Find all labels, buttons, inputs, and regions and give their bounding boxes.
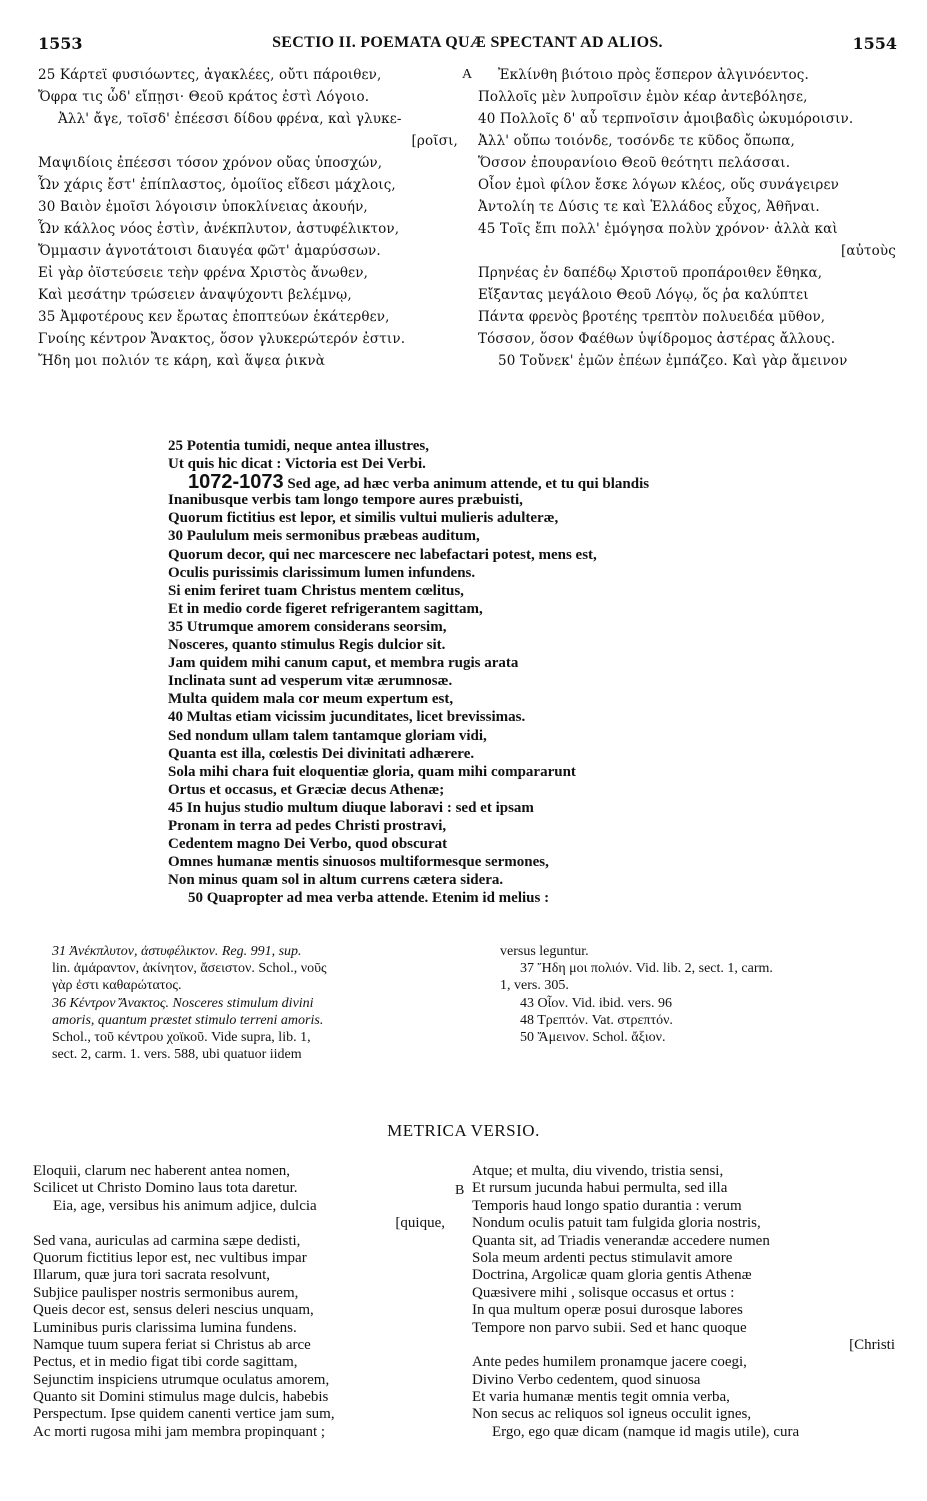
- greek-line: Ἀλλ' ἄγε, τοῖσδ' ἐπέεσσι δίδου φρένα, καὶ γλυκε-: [58, 111, 402, 127]
- margin-marker-b: B: [455, 1183, 465, 1198]
- verse-line: Eia, age, versibus his animum adjice, dulcia: [53, 1197, 317, 1214]
- footnote-line: 48 Τρεπτόν. Vat. στρεπτόν.: [520, 1012, 673, 1028]
- verse-line: In qua multum operæ posui durosque labores: [472, 1302, 743, 1319]
- greek-line: Ὅσσον ἐπουρανίοιο Θεοῦ θεότητι πελάσσαι.: [478, 155, 791, 171]
- latin-line: Ut quis hic dicat : Victoria est Dei Verbi.: [168, 456, 426, 473]
- footnote-line: lin. ἀμάραντον, ἀκίνητον, ἄσειστον. Schol., νοῦς: [52, 961, 327, 977]
- latin-line: Oculis purissimis clarissimum lumen infundens.: [168, 564, 476, 581]
- verse-line: Sejunctim inspiciens utrumque oculatus amorem,: [33, 1371, 330, 1388]
- verse-line: Tempore non parvo subii. Sed et hanc quoque: [472, 1319, 747, 1336]
- latin-line: Multa quidem mala cor meum expertum est,: [168, 691, 454, 708]
- verse-line: Scilicet ut Christo Domino laus tota daretur.: [33, 1180, 298, 1197]
- latin-line: Sed nondum ullam talem tantamque gloriam vidi,: [168, 727, 487, 744]
- section-title: METRICA VERSIO.: [387, 1121, 540, 1140]
- page-number-right: 1554: [852, 34, 897, 53]
- greek-text-left-column: [38, 64, 458, 372]
- greek-line-continuation: [αὐτοὺς: [840, 243, 896, 259]
- verse-line: Temporis haud longo spatio durantia : verum: [472, 1197, 742, 1214]
- footnote-line: versus leguntur.: [500, 944, 589, 959]
- latin-line: Si enim feriret tuam Christus mentem cœlitus,: [168, 582, 464, 599]
- footnote-line: sect. 2, carm. 1. vers. 588, ubi quatuor iidem: [52, 1047, 302, 1063]
- verse-line: Namque tuum supera feriat si Christus ab arce: [33, 1336, 311, 1353]
- verse-line: Quanta sit, ad Triadis venerandæ accedere numen: [472, 1232, 770, 1249]
- greek-line: Εἴξαντας μεγάλοιο Θεοῦ Λόγῳ, ὅς ῥα καλύπτει: [478, 287, 809, 303]
- greek-line: Πάντα φρενὸς βροτέης τρεπτὸν πολυειδέα μῦθον,: [478, 309, 826, 325]
- greek-line: Γνοίης κέντρον Ἄνακτος, ὅσον γλυκερώτερόν ἐστιν.: [38, 331, 406, 347]
- footnote-line: Schol., τοῦ κέντρου χοϊκοῦ. Vide supra, lib. 1,: [52, 1029, 311, 1045]
- latin-line-with-column-marker: [168, 473, 808, 491]
- verse-line: Illarum, quæ jura tori sacrata resolvunt,: [33, 1267, 271, 1284]
- verse-line: Non secus ac reliquos sol igneus occulit ignes,: [472, 1406, 752, 1423]
- latin-line: Jam quidem mihi canum caput, et membra rugis arata: [168, 655, 519, 672]
- greek-line: 40 Πολλοῖς δ' αὖ τερπνοῖσιν ἀμοιβαδὶς ὠκυμόροισιν.: [478, 111, 854, 127]
- latin-line-text: Sed age, ad hæc verba animum attende, et tu qui blandis: [287, 476, 650, 492]
- greek-line: Ὧν χάρις ἔστ' ἐπίπλαστος, ὁμοίϊος εἴδεσι μάχλοις,: [38, 177, 396, 193]
- latin-line: Quorum fictitius est lepor, et similis vultui mulieris adulteræ,: [168, 510, 559, 527]
- verse-line: Luminibus puris clarissima lumina fundens.: [33, 1319, 297, 1336]
- footnote-line: 31 Ἀνέκπλυτον, ἀστυφέλικτον. Reg. 991, sup.: [52, 944, 302, 959]
- verse-line-continuation: [Christi: [849, 1336, 895, 1353]
- metrica-versio-left-column: [33, 1163, 445, 1441]
- margin-marker-a: A: [462, 67, 473, 82]
- footnote-line: 1, vers. 305.: [500, 978, 569, 994]
- greek-line: Πολλοῖς μὲν λυπροῖσιν ἐμὸν κέαρ ἀντεβόλησε,: [478, 89, 808, 105]
- greek-line: 45 Τοῖς ἔπι πολλ' ἐμόγησα πολὺν χρόνον· ἀλλὰ καὶ: [478, 221, 838, 237]
- greek-line: 50 Τοὔνεκ' ἐμῶν ἐπέων ἐμπάζεο. Καὶ γὰρ ἄμεινον: [498, 353, 848, 369]
- footnotes-left: [52, 943, 457, 1063]
- verse-line: Et varia humanæ mentis tegit omnia verba,: [472, 1389, 730, 1406]
- verse-line: Ac morti rugosa mihi jam membra propinquant ;: [33, 1423, 326, 1440]
- verse-line: Divino Verbo cedentem, quod sinuosa: [472, 1371, 701, 1388]
- footnotes-right: [500, 943, 898, 1046]
- latin-line: Inclinata sunt ad vesperum vitæ ærumnosæ.: [168, 673, 453, 690]
- metrica-versio-right-column: [472, 1163, 895, 1441]
- latin-line: Inanibusque verbis tam longo tempore aures præbuisti,: [168, 492, 523, 509]
- footnote-line: 36 Κέντρον Ἄνακτος. Nosceres stimulum divini: [52, 995, 314, 1011]
- running-title: SECTIO II. POEMATA QUÆ SPECTANT AD ALIOS.: [272, 34, 663, 51]
- latin-translation: [168, 437, 808, 907]
- latin-line: Et in medio corde figeret refrigerantem sagittam,: [168, 600, 483, 617]
- greek-line: Ἀλλ' οὔπω τοιόνδε, τοσόνδε τε κῦδος ὄπωπα,: [478, 133, 795, 149]
- footnote-line: γὰρ ἐστι καθαρώτατος.: [52, 978, 182, 994]
- greek-line: 25 Κάρτεϊ φυσιόωντες, ἀγακλέες, οὔτι πάροιθεν,: [38, 67, 382, 83]
- verse-line: Pectus, et in medio figat tibi corde sagittam,: [33, 1354, 298, 1371]
- column-number-marker: 1072-1073: [188, 473, 284, 492]
- verse-line: Ergo, ego quæ dicam (namque id magis utile), cura: [492, 1423, 800, 1440]
- greek-line: Ἀντολίη τε Δύσις τε καὶ Ἑλλάδος εὖχος, Ἀθῆναι.: [478, 199, 820, 215]
- verse-line: Quæsivere mihi , solisque occasus et ortus :: [472, 1284, 735, 1301]
- greek-line: Τόσσον, ὅσον Φαέθων ὑψίδρομος ἀστέρας ἄλλους.: [478, 331, 836, 347]
- greek-line: Μαψιδίοις ἐπέεσσι τόσον χρόνον οὔας ὑποσχών,: [38, 155, 383, 171]
- latin-line: Sola mihi chara fuit eloquentiæ gloria, quam mihi compararunt: [168, 763, 576, 780]
- greek-text-right-column: [478, 64, 896, 372]
- latin-line: Omnes humanæ mentis sinuosos multiformesque sermones,: [168, 854, 549, 871]
- latin-line: Quanta est illa, cœlestis Dei divinitati adhærere.: [168, 745, 475, 762]
- verse-line: Sed vana, auriculas ad carmina sæpe dedisti,: [33, 1232, 301, 1249]
- footnote-line: 50 Ἄμεινον. Schol. ἄξιον.: [520, 1029, 666, 1045]
- greek-line: 35 Ἀμφοτέρους κεν ἔρωτας ἐποπτεύων ἑκάτερθεν,: [38, 309, 390, 325]
- greek-line: 30 Βαιὸν ἐμοῖσι λόγοισιν ὑποκλίνειας ἀκουήν,: [38, 199, 368, 215]
- latin-line: Nosceres, quanto stimulus Regis dulcior sit.: [168, 637, 446, 654]
- verse-line: Sola meum ardenti pectus stimulavit amore: [472, 1249, 733, 1266]
- verse-line: Ante pedes humilem pronamque jacere coegi,: [472, 1354, 747, 1371]
- verse-line: Et rursum jucunda habui permulta, sed illa: [472, 1180, 728, 1197]
- greek-line: Ἤδη μοι πολιόν τε κάρη, καὶ ἅψεα ῥικνὰ: [38, 353, 325, 369]
- verse-line: Nondum oculis patuit tam fulgida gloria nostris,: [472, 1215, 761, 1232]
- greek-line: Ὄμμασιν ἁγνοτάτοισι διαυγέα φῶτ' ἀμαρύσσων.: [38, 243, 381, 259]
- verse-line: Perspectum. Ipse quidem canenti vertice jam sum,: [33, 1406, 335, 1423]
- latin-line: 25 Potentia tumidi, neque antea illustres,: [168, 438, 429, 454]
- latin-line: 40 Multas etiam vicissim jucunditates, licet brevissimas.: [168, 709, 526, 726]
- running-header: [38, 34, 897, 58]
- greek-line: Εἰ γὰρ ὀϊστεύσειε τεὴν φρένα Χριστὸς ἄνωθεν,: [38, 265, 369, 281]
- verse-line-continuation: [quique,: [395, 1215, 445, 1232]
- verse-line: Eloquii, clarum nec haberent antea nomen,: [33, 1163, 290, 1179]
- verse-line: Doctrina, Argolicæ quam gloria gentis Athenæ: [472, 1267, 752, 1284]
- greek-line: Οἶον ἐμοὶ φίλον ἔσκε λόγων κλέος, οὕς συνάγειρεν: [478, 177, 839, 193]
- latin-line: 50 Quapropter ad mea verba attende. Etenim id melius :: [188, 890, 550, 907]
- latin-line: 30 Paululum meis sermonibus præbeas auditum,: [168, 528, 480, 545]
- greek-line: Ὧν κάλλος νόος ἐστὶν, ἀνέκπλυτον, ἀστυφέλικτον,: [38, 221, 400, 237]
- greek-line-continuation: [ροῖσι,: [411, 133, 458, 149]
- latin-line: Pronam in terra ad pedes Christi prostravi,: [168, 817, 447, 834]
- verse-line: Subjice paulisper nostris sermonibus aurem,: [33, 1284, 299, 1301]
- page-number-left: 1553: [38, 34, 83, 53]
- latin-line: Cedentem magno Dei Verbo, quod obscurat: [168, 836, 448, 853]
- greek-line: Πρηνέας ἐν δαπέδῳ Χριστοῦ προπάροιθεν ἔθηκα,: [478, 265, 823, 281]
- verse-line: Queis decor est, sensus deleri nescius unquam,: [33, 1302, 314, 1319]
- greek-line: Ὄφρα τις ὧδ' εἴπῃσι· Θεοῦ κράτος ἐστὶ Λόγοιο.: [38, 89, 370, 105]
- greek-line: Καὶ μεσάτην τρώσειεν ἀναψύχοντι βελέμνῳ,: [38, 287, 352, 303]
- footnote-line: amoris, quantum præstet stimulo terreni amoris.: [52, 1012, 324, 1028]
- verse-line: Quanto sit Domini stimulus mage dulcis, habebis: [33, 1389, 329, 1406]
- latin-line: Ortus et occasus, et Græciæ decus Athenæ;: [168, 781, 445, 798]
- verse-line: Quorum fictitius lepor est, nec vultibus impar: [33, 1249, 307, 1266]
- verse-line: Atque; et multa, diu vivendo, tristia sensi,: [472, 1163, 724, 1179]
- latin-line: 45 In hujus studio multum diuque laboravi : sed et ipsam: [168, 799, 534, 816]
- latin-line: Quorum decor, qui nec marcescere nec labefactari potest, mens est,: [168, 546, 597, 563]
- greek-line: Ἐκλίνθη βιότοιο πρὸς ἕσπερον ἀλγινόεντος.: [498, 67, 809, 83]
- latin-line: Non minus quam sol in altum currens cætera sidera.: [168, 872, 504, 889]
- footnote-line: 37 Ἤδη μοι πολιόν. Vid. lib. 2, sect. 1, carm.: [520, 961, 773, 977]
- footnote-line: 43 Οἶον. Vid. ibid. vers. 96: [520, 995, 672, 1011]
- latin-line: 35 Utrumque amorem considerans seorsim,: [168, 618, 447, 635]
